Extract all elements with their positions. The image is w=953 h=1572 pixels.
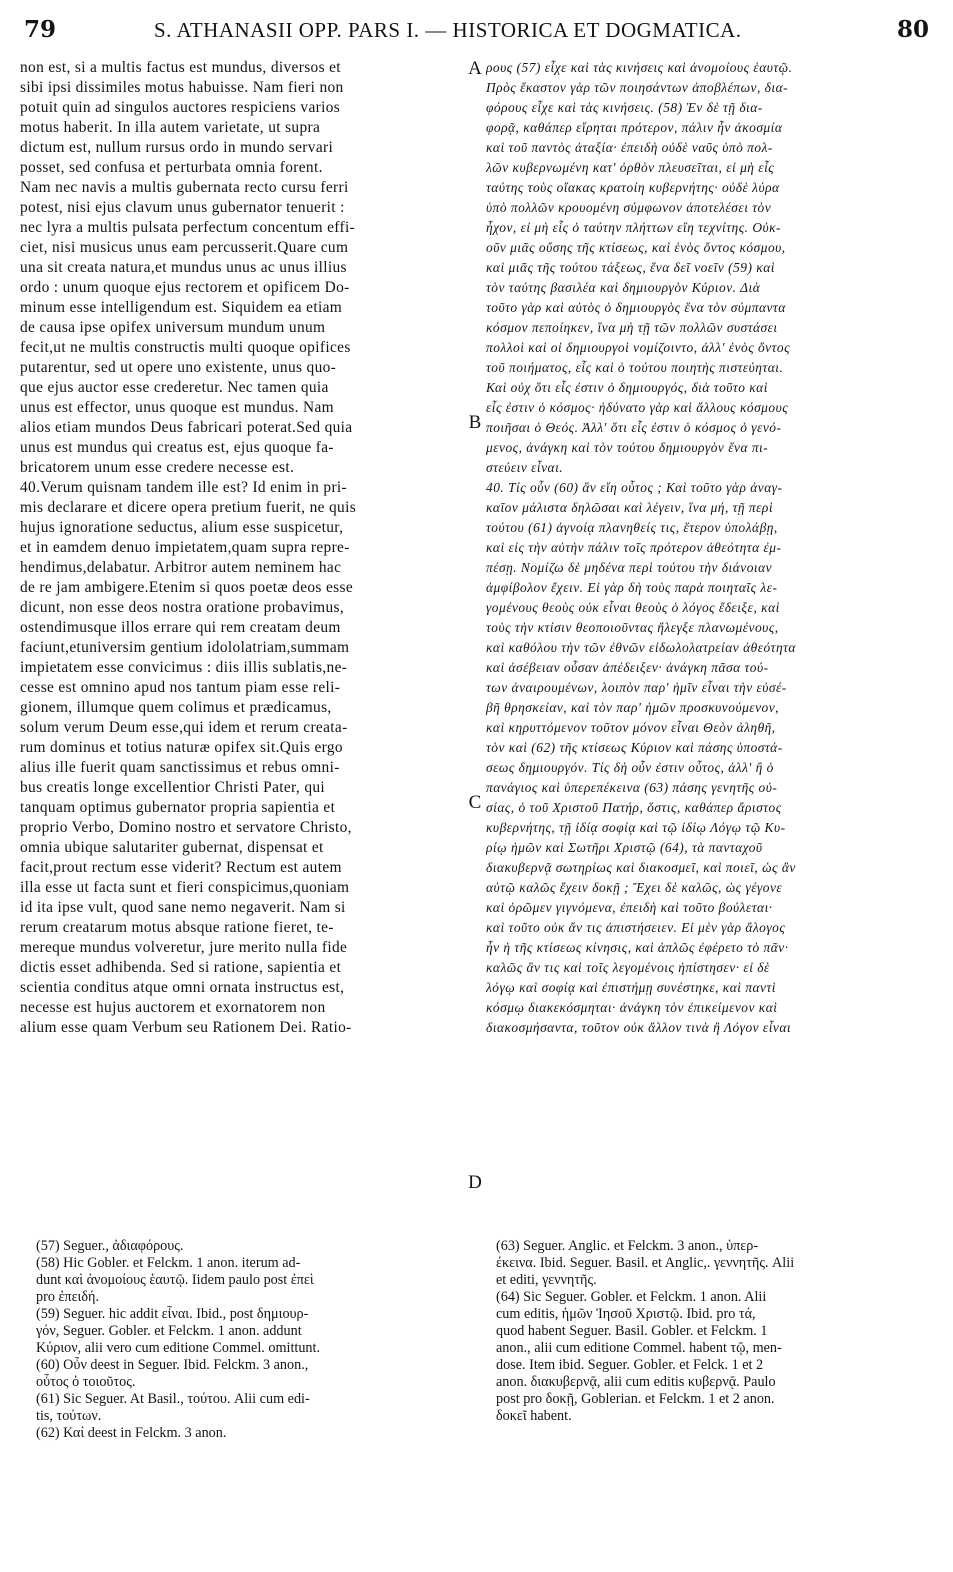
footnotes-right: [496, 1238, 936, 1425]
latin-text-line: ostendimusque illos errare qui rem creatam deum: [20, 619, 341, 636]
greek-text-line: καὶ τοῦτο οὐκ ἄν τις ἀπιστήσειεν. Εἰ μὲν γὰρ ἄλογος: [486, 920, 786, 935]
greek-text-line: βῆ θρησκείαν, καὶ τὸν παρ' ἡμῶν προσκυνούμενον,: [486, 700, 780, 715]
latin-text-line: alium esse quam Verbum seu Rationem Dei. Ratio-: [20, 1019, 352, 1036]
greek-text-line: κόσμον πεποίηκεν, ἵνα μὴ τῇ τῶν πολλῶν συστάσει: [486, 320, 778, 335]
greek-text-line: καὶ τοῦ παντὸς ἀταξία· ἐπειδὴ οὐδὲ ναῦς ὑπὸ πολ-: [486, 140, 773, 155]
greek-text-line: ρίῳ ἡμῶν καὶ Σωτῆρι Χριστῷ (64), τὰ πανταχοῦ: [486, 840, 763, 855]
greek-text-line: λῶν κυβερνωμένη κατ' ὀρθὸν πλευσεῖται, εἰ μὴ εἷς: [486, 160, 775, 175]
latin-text-line: non est, si a multis factus est mundus, diversos et: [20, 59, 341, 76]
latin-text-line: ordo : unum quoque ejus rectorem et opificem Do-: [20, 279, 350, 296]
greek-text-line: πέσῃ. Νομίζω δὲ μηδένα περὶ τούτου τὴν διάνοιαν: [486, 560, 773, 575]
greek-text-line: σεως δημιουργόν. Τίς δὴ οὖν ἐστιν οὗτος, ἀλλ' ἢ ὁ: [486, 760, 774, 775]
footnote-line: Κύριον, alii vero cum editione Commel. omittunt.: [36, 1340, 321, 1356]
greek-text-line: αὐτῷ καλῶς ἔχειν δοκῇ ; Ἔχει δὲ καλῶς, ὡς γέγονε: [486, 880, 783, 895]
greek-text-line: φόρους εἶχε καὶ τὰς κινήσεις. (58) Ἐν δὲ τῇ δια-: [486, 100, 763, 115]
footnote-line: dunt καὶ ἀνομοίους ἑαυτῷ. Iidem paulo post ἐπεὶ: [36, 1272, 314, 1288]
greek-column: [486, 58, 934, 1038]
latin-text-line: faciunt,etuniversim gentium idololatriam,summam: [20, 639, 350, 656]
latin-text-line: rerum creatarum motus absque ratione fieret, te-: [20, 919, 334, 936]
greek-text-line: στεύειν εἶναι.: [486, 460, 564, 475]
latin-text-line: fecit,ut ne multis constructis multi quoque opifices: [20, 339, 351, 356]
footnote-line: dose. Item ibid. Seguer. Gobler. et Felck. 1 et 2: [496, 1357, 764, 1373]
footnote-line: pro ἐπειδή.: [36, 1289, 100, 1305]
page-number-right: 80: [896, 16, 929, 43]
greek-text-line: λόγῳ καὶ σοφίᾳ καὶ ἐπιστήμῃ συνέστηκε, καὶ παντὶ: [486, 980, 777, 995]
latin-text-line: impietatem esse convicimus : diis illis sublatis,ne-: [20, 659, 348, 676]
footnotes-left: [36, 1238, 466, 1442]
greek-text-line: τοὺς τὴν κτίσιν θεοποιοῦντας ἤλεγξε πλανωμένους,: [486, 620, 779, 635]
footnote-line: cum editis, ἡμῶν Ἰησοῦ Χριστῷ. Ibid. pro τά,: [496, 1306, 756, 1322]
latin-text-line: dictum est, nullum rursus ordo in mundo servari: [20, 139, 334, 156]
greek-text-line: καὶ καθόλου τὴν τῶν ἐθνῶν εἰδωλολατρείαν ἀθεότητα: [486, 640, 796, 655]
running-title: S. ATHANASII OPP. PARS I. — HISTORICA ET DOGMATICA.: [154, 18, 742, 42]
margin-letter-c: C: [468, 792, 482, 813]
latin-text-line: tanquam optimus gubernator propria sapientia et: [20, 799, 336, 816]
page-header: [24, 16, 929, 46]
latin-text-line: bricatorem unum esse credere necesse est.: [20, 459, 295, 476]
latin-text-line: necesse est hujus auctorem et exornatorem non: [20, 999, 326, 1016]
greek-text-line: Πρὸς ἕκαστον γὰρ τῶν ποιησάντων ἀποβλέπων, δια-: [486, 80, 789, 95]
greek-text-line: σίας, ὁ τοῦ Χριστοῦ Πατήρ, ὅστις, καθάπερ ἄριστος: [486, 800, 782, 815]
footnote-line: anon. διακυβερνᾷ, alii cum editis κυβερνᾷ. Paulo: [496, 1374, 776, 1390]
latin-text-line: id ita ipse vult, quod sane nemo negaverit. Nam si: [20, 899, 346, 916]
latin-text-line: potuit quin ad singulos auctores respiciens varios: [20, 99, 341, 116]
latin-text-line: cesse est omnino apud nos tantum piam esse reli-: [20, 679, 341, 696]
footnote-line: (59) Seguer. hic addit εἶναι. Ibid., post δημιουρ-: [36, 1306, 309, 1322]
footnote-line: et editi, γεννητῆς.: [496, 1272, 597, 1288]
footnote-line: (63) Seguer. Anglic. et Felckm. 3 anon., ὑπερ-: [496, 1238, 759, 1254]
greek-text-line: μενος, ἀνάγκη καὶ τὸν τούτου δημιουργὸν ἕνα πι-: [486, 440, 769, 455]
footnote-line: έκεινα. Ibid. Seguer. Basil. et Anglic,. γεννητῆς. Alii: [496, 1255, 795, 1271]
latin-text-line: scientia conditus atque omni ornata instructus est,: [20, 979, 345, 996]
latin-text-line: una sit creata natura,et mundus unus ac unus illius: [20, 259, 347, 276]
latin-text-line: solum verum Deum esse,qui idem et rerum creata-: [20, 719, 348, 736]
greek-text-line: διακοσμήσαντα, τοῦτον οὐκ ἄλλον τινὰ ἢ Λόγον εἶναι: [486, 1020, 792, 1035]
latin-text-line: dictis esset adhibenda. Sed si ratione, sapientia et: [20, 959, 342, 976]
greek-text-line: κυβερνήτης, τῇ ἰδίᾳ σοφίᾳ καὶ τῷ ἰδίῳ Λόγῳ τῷ Κυ-: [486, 820, 786, 835]
greek-text-line: καλῶς ἂν τις καὶ τοῖς λεγομένοις ἠπίστησεν· εἰ δὲ: [486, 960, 770, 975]
footnote-line: anon., alii cum editione Commel. habent τῷ, men-: [496, 1340, 782, 1356]
latin-text-line: nec lyra a multis pulsata perfectum concentum effi-: [20, 219, 356, 236]
latin-text-line: et in eamdem denuo impietatem,quam supra repre-: [20, 539, 350, 556]
latin-text-line: mis declarare et dicere opera pretium fuerit, ne quis: [20, 499, 357, 516]
greek-text-line: κόσμῳ διακεκόσμηται· ἀνάγκη τὸν ἐπικείμενον καὶ: [486, 1000, 778, 1015]
greek-text-line: ἦν ἡ τῆς κτίσεως κίνησις, καὶ ἁπλῶς ἐφέρετο τὸ πᾶν·: [486, 940, 789, 955]
margin-letter-b: B: [468, 412, 482, 433]
footnote-line: γόν, Seguer. Gobler. et Felckm. 1 anon. addunt: [36, 1323, 302, 1339]
latin-text-line: posset, sed confusa et perturbata omnia forent.: [20, 159, 323, 176]
latin-text-line: Nam nec navis a multis gubernata recto cursu ferri: [20, 179, 349, 196]
greek-text-line: γομένους θεοὺς οὐκ εἶναι θεοὺς ὁ λόγος ἔδειξε, καὶ: [486, 600, 780, 615]
greek-text-line: καὶ εἰς τὴν αὐτὴν πάλιν τοῖς πρότερον ἀθεότητα ἐμ-: [486, 540, 782, 555]
latin-text-line: facit,prout rectum esse viderit? Rectum est autem: [20, 859, 342, 876]
latin-text-line: hendimus,delabatur. Arbitror autem neminem hac: [20, 559, 342, 576]
greek-text-line: τούτου (61) ἀγνοίᾳ πλανηθείς τις, ἕτερον ὑπολάβῃ,: [486, 520, 778, 535]
latin-text-line: 40.Verum quisnam tandem ille est? Id enim in pri-: [20, 479, 348, 496]
latin-text-line: ciet, nisi musicus unus eam percusserit.Quare cum: [20, 239, 349, 256]
footnote-line: (60) Οὖν deest in Seguer. Ibid. Felckm. 3 anon.,: [36, 1357, 309, 1373]
footnote-line: (58) Hic Gobler. et Felckm. 1 anon. iterum ad-: [36, 1255, 301, 1271]
footnote-line: (62) Καί deest in Felckm. 3 anon.: [36, 1425, 227, 1441]
latin-text-line: illa esse ut facta sunt et fieri conspicimus,quoniam: [20, 879, 350, 896]
latin-text-line: proprio Verbo, Domino nostro et servatore Christo,: [20, 819, 352, 836]
greek-text-line: τὸν ταύτης βασιλέα καὶ δημιουργὸν Κύριον. Διὰ: [486, 280, 761, 295]
greek-text-line: πανάγιος καὶ ὑπερεπέκεινα (63) πάσης γενητῆς οὐ-: [486, 780, 778, 795]
latin-text-line: que ejus auctor esse crederetur. Nec tamen quia: [20, 379, 329, 396]
latin-text-line: mereque mundus volveretur, jure merito nulla fide: [20, 939, 348, 956]
greek-text-line: τὸν καὶ (62) τῆς κτίσεως Κύριον καὶ πάσης ὑποστά-: [486, 740, 783, 755]
latin-text-line: dicunt, non esse deos nostra oratione probavimus,: [20, 599, 345, 616]
greek-text-line: πολλοὶ καὶ οἱ δημιουργοὶ νομίζοιντο, ἀλλ' ἑνὸς ὄντος: [486, 340, 791, 355]
latin-text-line: unus est effector, unus quoque est mundus. Nam: [20, 399, 334, 416]
greek-text-line: ρους (57) εἶχε καὶ τὰς κινήσεις καὶ ἀνομοίους ἑαυτῷ.: [486, 60, 793, 75]
greek-text-line: τοῦ ποιήματος, εἷς καὶ ὁ τούτου ποιητὴς πιστεύηται.: [486, 360, 784, 375]
latin-text-line: putarentur, sed ut opere uno existente, unus quo-: [20, 359, 337, 376]
footnote-line: (57) Seguer., ἀδιαφόρους.: [36, 1238, 184, 1254]
latin-text-line: bus creatis longe excellentior Christi Pater, qui: [20, 779, 326, 796]
greek-text-line: καῖον μάλιστα δηλῶσαι καὶ λέγειν, ἵνα μή, τῇ περὶ: [486, 500, 774, 515]
latin-text-line: omnia ubique salutariter gubernat, dispensat et: [20, 839, 324, 856]
greek-text-line: καὶ ἀσέβειαν οὖσαν ἀπέδειξεν· ἀνάγκη πᾶσα τού-: [486, 660, 769, 675]
latin-text-line: unus est mundus qui creatus est, ejus quoque fa-: [20, 439, 334, 456]
latin-text-line: de causa ipse opifex universum mundum unum: [20, 319, 326, 336]
greek-text-line: καὶ ὁρῶμεν γιγνόμενα, ἐπειδὴ καὶ τοῦτο βούλεται·: [486, 900, 773, 915]
latin-text-line: alios etiam mundos Deus fabricari poterat.Sed quia: [20, 419, 353, 436]
latin-text-line: alius ille fuerit quam sanctissimus et rebus omni-: [20, 759, 340, 776]
greek-text-line: 40. Τίς οὖν (60) ἂν εἴη οὗτος ; Καὶ τοῦτο γὰρ ἀναγ-: [486, 480, 783, 495]
footnote-line: quod habent Seguer. Basil. Gobler. et Felckm. 1: [496, 1323, 768, 1339]
greek-text-line: τοῦτο γὰρ καὶ αὐτὸς ὁ δημιουργὸς ἕνα τὸν σύμπαντα: [486, 300, 786, 315]
greek-text-line: των ἀναιρουμένων, λοιπὸν παρ' ἡμῖν εἶναι τὴν εὐσέ-: [486, 680, 787, 695]
page-number-left: 79: [24, 16, 57, 43]
greek-text-line: οῦν μιᾶς οὔσης τῆς κτίσεως, καὶ ἑνὸς ὄντος κόσμου,: [486, 240, 786, 255]
greek-text-line: ἦχον, εἰ μὴ εἷς ὁ ταύτην πλήττων εἴη τεχνίτης. Οὐκ-: [486, 220, 782, 235]
greek-text-line: ποιῆσαι ὁ Θεός. Ἀλλ' ὅτι εἷς ἐστιν ὁ κόσμος ὁ γενό-: [486, 420, 782, 435]
latin-text-line: potest, nisi ejus clavum unus gubernator tenuerit :: [20, 199, 345, 216]
margin-letter-d: D: [468, 1172, 482, 1193]
greek-text-line: καὶ κηρυττόμενον τοῦτον μόνον εἶναι Θεὸν ἀληθῆ,: [486, 720, 776, 735]
footnote-line: (61) Sic Seguer. At Basil., τούτου. Alii cum edi-: [36, 1391, 310, 1407]
footnote-line: δοκεῖ habent.: [496, 1408, 572, 1424]
greek-text-line: καὶ μιᾶς τῆς τούτου τάξεως, ἕνα δεῖ νοεῖν (59) καὶ: [486, 260, 775, 275]
footnote-line: post pro δοκῇ, Goblerian. et Felckm. 1 et 2 anon.: [496, 1391, 775, 1407]
latin-text-line: minum esse intelligendum est. Siquidem ea etiam: [20, 299, 343, 316]
greek-text-line: ἀμφίβολον ἔχειν. Εἰ γὰρ δὴ τοὺς παρὰ ποιηταῖς λε-: [486, 580, 778, 595]
greek-text-line: φορᾷ, καθάπερ εἴρηται πρότερον, πάλιν ἦν ἀκοσμία: [486, 120, 783, 135]
margin-letter-a: A: [468, 58, 482, 79]
latin-text-line: sibi ipsi dissimiles motus habuisse. Nam fieri non: [20, 79, 344, 96]
footnote-line: tis, τούτων.: [36, 1408, 102, 1424]
latin-text-line: hujus ignoratione seductus, alium esse suspicetur,: [20, 519, 344, 536]
greek-text-line: Καὶ οὐχ ὅτι εἷς ἐστιν ὁ δημιουργός, διὰ τοῦτο καὶ: [486, 380, 768, 395]
greek-text-line: ταύτης τοὺς οἴακας κρατοίη κυβερνήτης· οὐδὲ λύρα: [486, 180, 780, 195]
greek-text-line: ὑπὸ πολλῶν κρουομένη σύμφωνον ἀποτελέσει τὸν: [486, 200, 772, 215]
latin-column: [20, 58, 462, 1038]
latin-text-line: rum dominus et totius naturæ opifex sit.Quis ergo: [20, 739, 343, 756]
greek-text-line: διακυβερνᾷ σωτηρίως καὶ διακοσμεῖ, καὶ ποιεῖ, ὡς ἂν: [486, 860, 796, 875]
latin-text-line: de re jam ambigere.Etenim si quos poetæ deos esse: [20, 579, 354, 596]
footnote-line: οὗτος ὁ τοιοῦτος.: [36, 1374, 136, 1390]
latin-text-line: gionem, illumque quem colimus et prædicamus,: [20, 699, 332, 716]
footnote-line: (64) Sic Seguer. Gobler. et Felckm. 1 anon. Alii: [496, 1289, 767, 1305]
latin-text-line: motus haberit. In illa autem varietate, ut supra: [20, 119, 321, 136]
greek-text-line: εἷς ἐστιν ὁ κόσμος· ἠδύνατο γὰρ καὶ ἄλλους κόσμους: [486, 400, 789, 415]
